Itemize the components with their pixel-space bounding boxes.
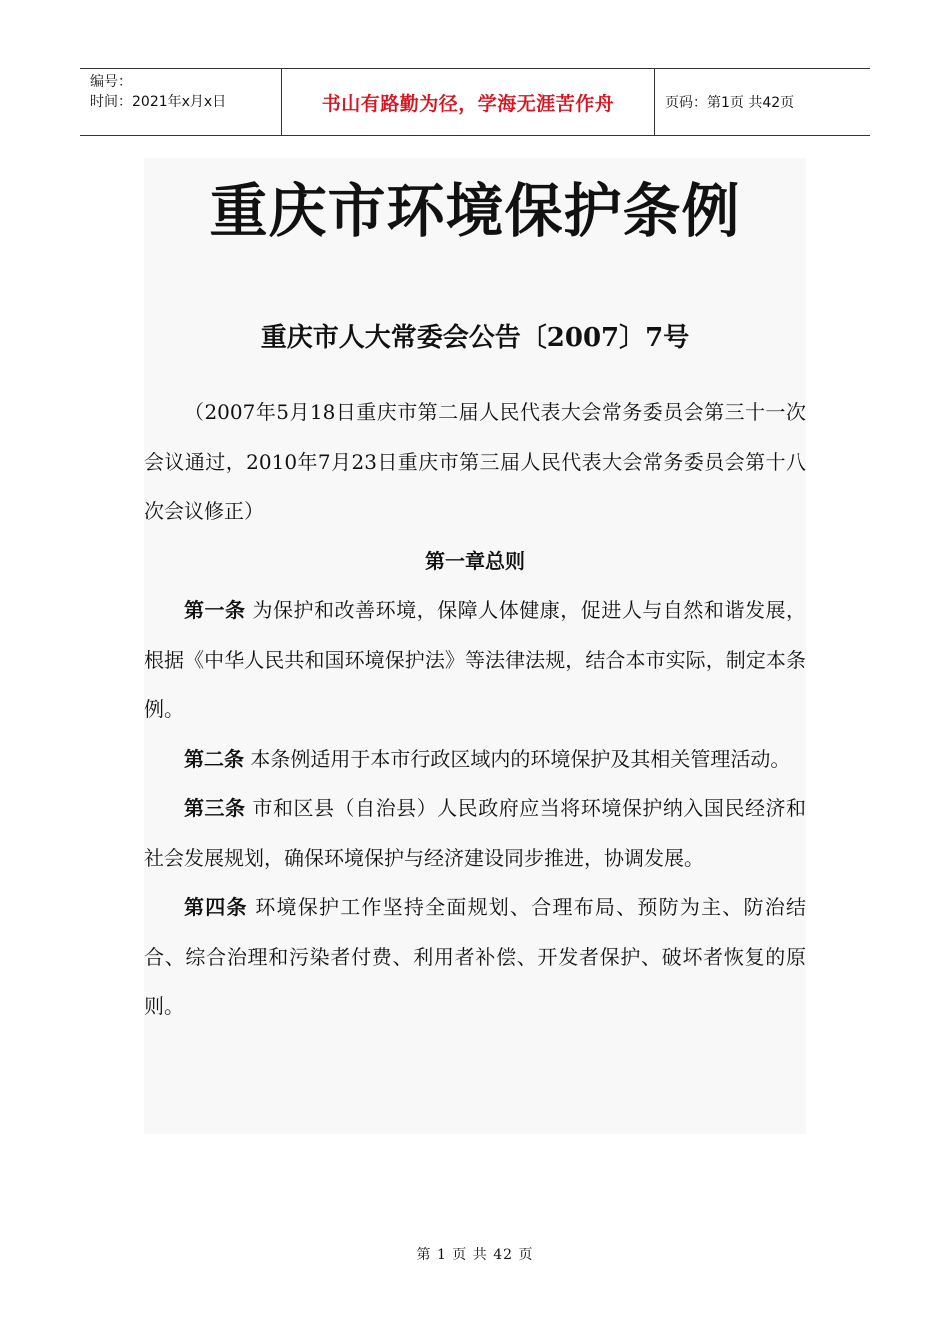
article-3 — [144, 784, 806, 883]
article-label: 第三条 — [184, 796, 246, 820]
article-label: 第四条 — [184, 895, 248, 919]
article-text: 本条例适用于本市行政区域内的环境保护及其相关管理活动。 — [244, 746, 791, 771]
notice-number: 重庆市人大常委会公告〔2007〕7号 — [260, 323, 690, 353]
article-2 — [144, 735, 806, 785]
article-text: 市和区县（自治县）人民政府应当将环境保护纳入国民经济和社会发展规划，确保环境保护与经济建设同步推进，协调发展。 — [144, 796, 807, 870]
page-footer: 第 1 页 共 42 页 — [416, 1247, 534, 1263]
time-label: 时间：2021年x月x日 — [90, 94, 227, 110]
article-label: 第一条 — [184, 598, 246, 622]
header-meta — [80, 69, 282, 135]
document-body — [144, 158, 806, 1134]
document-title: 重庆市环境保护条例 — [209, 177, 741, 245]
chapter-title: 第一章总则 — [425, 548, 525, 573]
number-label: 编号： — [90, 74, 132, 90]
article-text: 环境保护工作坚持全面规划、合理布局、预防为主、防治结合、综合治理和污染者付费、利用者补偿、开发者保护、破坏者恢复的原则。 — [144, 895, 806, 1018]
page-header — [80, 68, 870, 136]
article-1 — [144, 586, 806, 735]
header-motto: 书山有路勤为径，学海无涯苦作舟 — [282, 69, 655, 135]
document-text — [144, 388, 806, 1032]
header-page-info: 页码：第1页 共42页 — [665, 95, 795, 111]
article-label: 第二条 — [184, 746, 244, 771]
adoption-note: （2007年5月18日重庆市第二届人民代表大会常务委员会第三十一次会议通过，2010年7月23日重庆市第三届人民代表大会常务委员会第十八次会议修正） — [144, 400, 806, 523]
article-text: 为保护和改善环境，保障人体健康，促进人与自然和谐发展，根据《中华人民共和国环境保护法》等法律法规，结合本市实际，制定本条例。 — [144, 598, 807, 721]
article-4 — [144, 883, 806, 1032]
